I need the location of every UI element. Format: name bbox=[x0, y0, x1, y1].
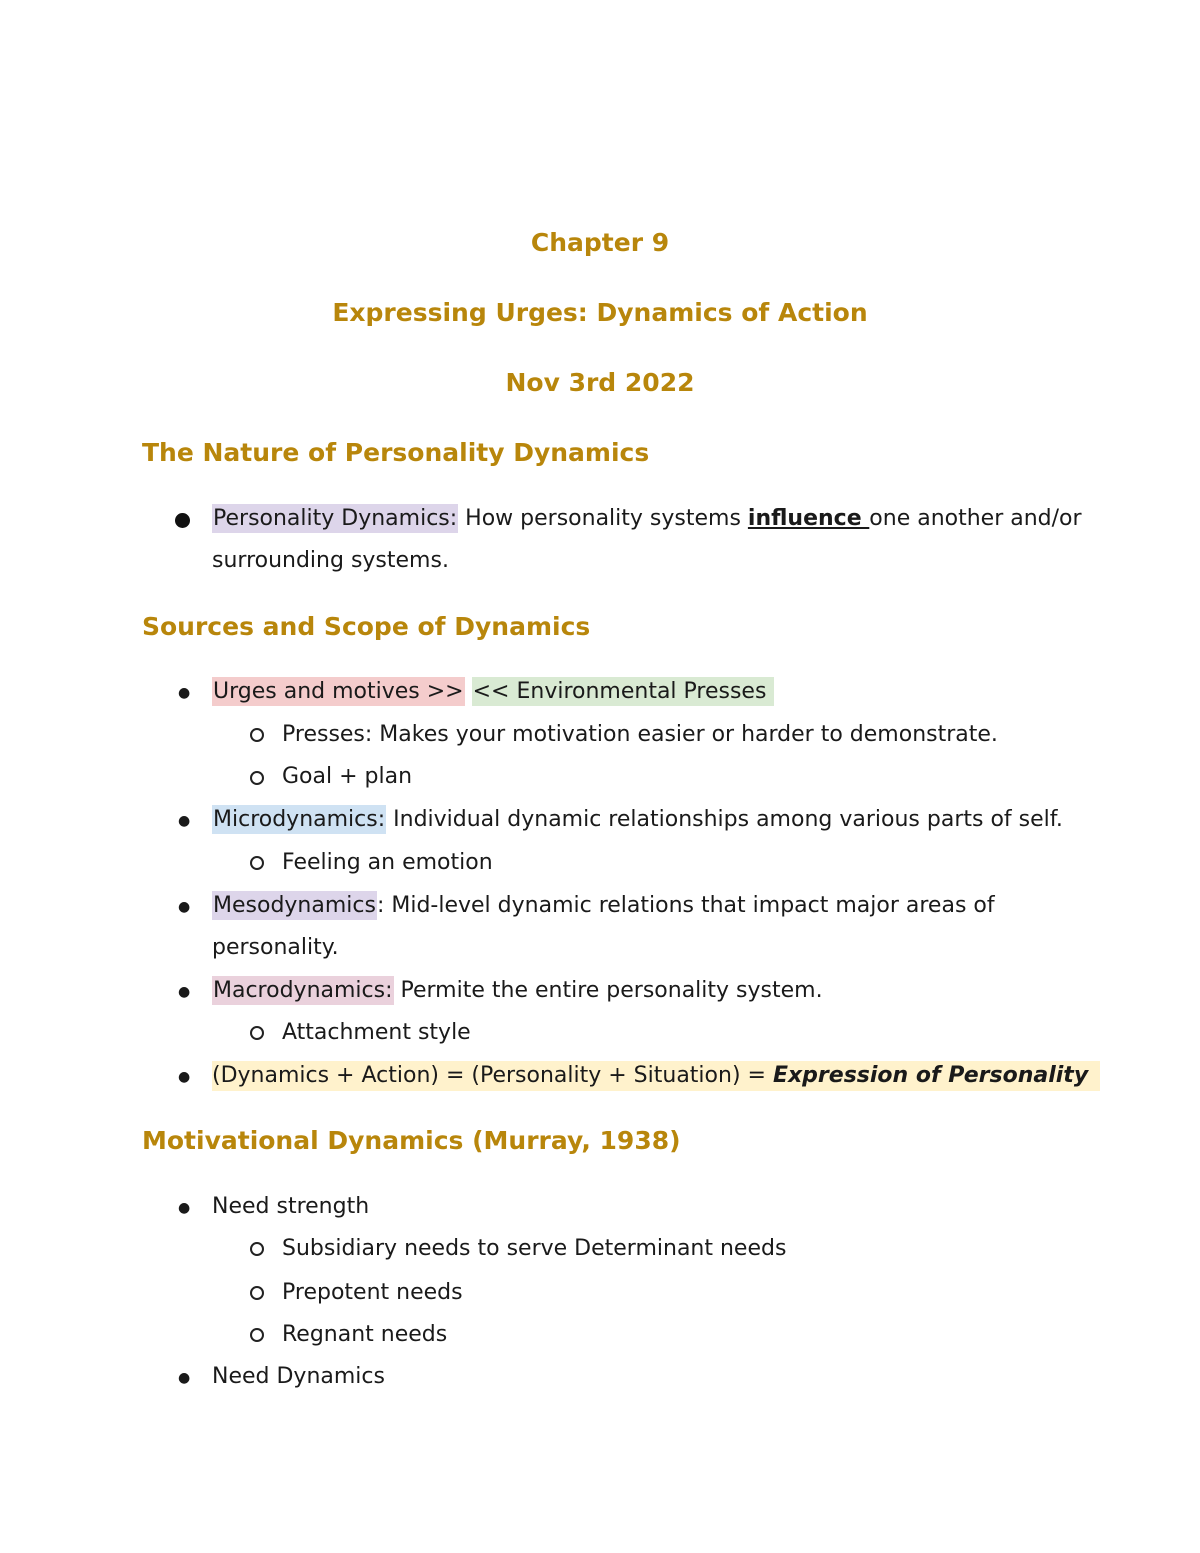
list-item bbox=[212, 805, 1063, 835]
hollow-bullet-icon bbox=[250, 856, 264, 870]
document-date: Nov 3rd 2022 bbox=[505, 368, 695, 397]
bullet-icon: ● bbox=[178, 1370, 191, 1386]
sub-list-item: Presses: Makes your motivation easier or harder to demonstrate. bbox=[282, 722, 998, 747]
list-item bbox=[212, 677, 774, 707]
item-text: (Dynamics + Action) = (Personality + Situation) = bbox=[212, 1063, 773, 1088]
section-heading: The Nature of Personality Dynamics bbox=[142, 438, 650, 467]
emphasis-text: influence bbox=[747, 506, 870, 531]
sub-list-item: Feeling an emotion bbox=[282, 850, 493, 875]
document-title: Expressing Urges: Dynamics of Action bbox=[332, 298, 868, 327]
hollow-bullet-icon bbox=[250, 1242, 264, 1256]
sub-list-item: Regnant needs bbox=[282, 1322, 448, 1347]
item-text: one another and/or bbox=[869, 506, 1082, 531]
item-text: : Mid-level dynamic relations that impact major areas of bbox=[376, 893, 995, 918]
bullet-icon: ● bbox=[178, 899, 191, 915]
hollow-bullet-icon bbox=[250, 771, 264, 785]
term-highlight: Microdynamics: bbox=[213, 807, 386, 832]
section-heading: Motivational Dynamics (Murray, 1938) bbox=[142, 1126, 681, 1155]
term-highlight: Personality Dynamics: bbox=[213, 506, 458, 531]
section-heading: Sources and Scope of Dynamics bbox=[142, 612, 591, 641]
sub-list-item: Goal + plan bbox=[282, 764, 413, 789]
emphasis-text: Expression of Personality bbox=[772, 1063, 1089, 1088]
term-highlight: << Environmental Presses bbox=[472, 677, 775, 706]
hollow-bullet-icon bbox=[250, 728, 264, 742]
item-text: How personality systems bbox=[458, 506, 748, 531]
list-item: Need Dynamics bbox=[212, 1364, 385, 1389]
term-highlight: Mesodynamics bbox=[213, 893, 376, 918]
hollow-bullet-icon bbox=[250, 1328, 264, 1342]
list-item-continuation: surrounding systems. bbox=[212, 548, 449, 573]
list-item bbox=[212, 504, 1082, 534]
bullet-icon bbox=[175, 513, 190, 528]
bullet-icon: ● bbox=[178, 685, 191, 701]
sub-list-item: Prepotent needs bbox=[282, 1280, 463, 1305]
hollow-bullet-icon bbox=[250, 1026, 264, 1040]
item-text: Permite the entire personality system. bbox=[393, 978, 823, 1003]
list-item-continuation: personality. bbox=[212, 935, 339, 960]
list-item bbox=[212, 976, 823, 1006]
item-text: Individual dynamic relationships among various parts of self. bbox=[386, 807, 1063, 832]
list-item: Need strength bbox=[212, 1194, 370, 1219]
bullet-icon: ● bbox=[178, 1200, 191, 1216]
chapter-label: Chapter 9 bbox=[530, 228, 670, 257]
sub-list-item: Subsidiary needs to serve Determinant needs bbox=[282, 1236, 787, 1261]
bullet-icon: ● bbox=[178, 1069, 191, 1085]
bullet-icon: ● bbox=[178, 984, 191, 1000]
hollow-bullet-icon bbox=[250, 1286, 264, 1300]
bullet-icon: ● bbox=[178, 813, 191, 829]
list-item-highlighted bbox=[212, 1061, 1100, 1091]
term-highlight: Macrodynamics: bbox=[213, 978, 393, 1003]
sub-list-item: Attachment style bbox=[282, 1020, 471, 1045]
term-highlight: Urges and motives >> bbox=[213, 679, 464, 704]
list-item bbox=[212, 891, 995, 921]
